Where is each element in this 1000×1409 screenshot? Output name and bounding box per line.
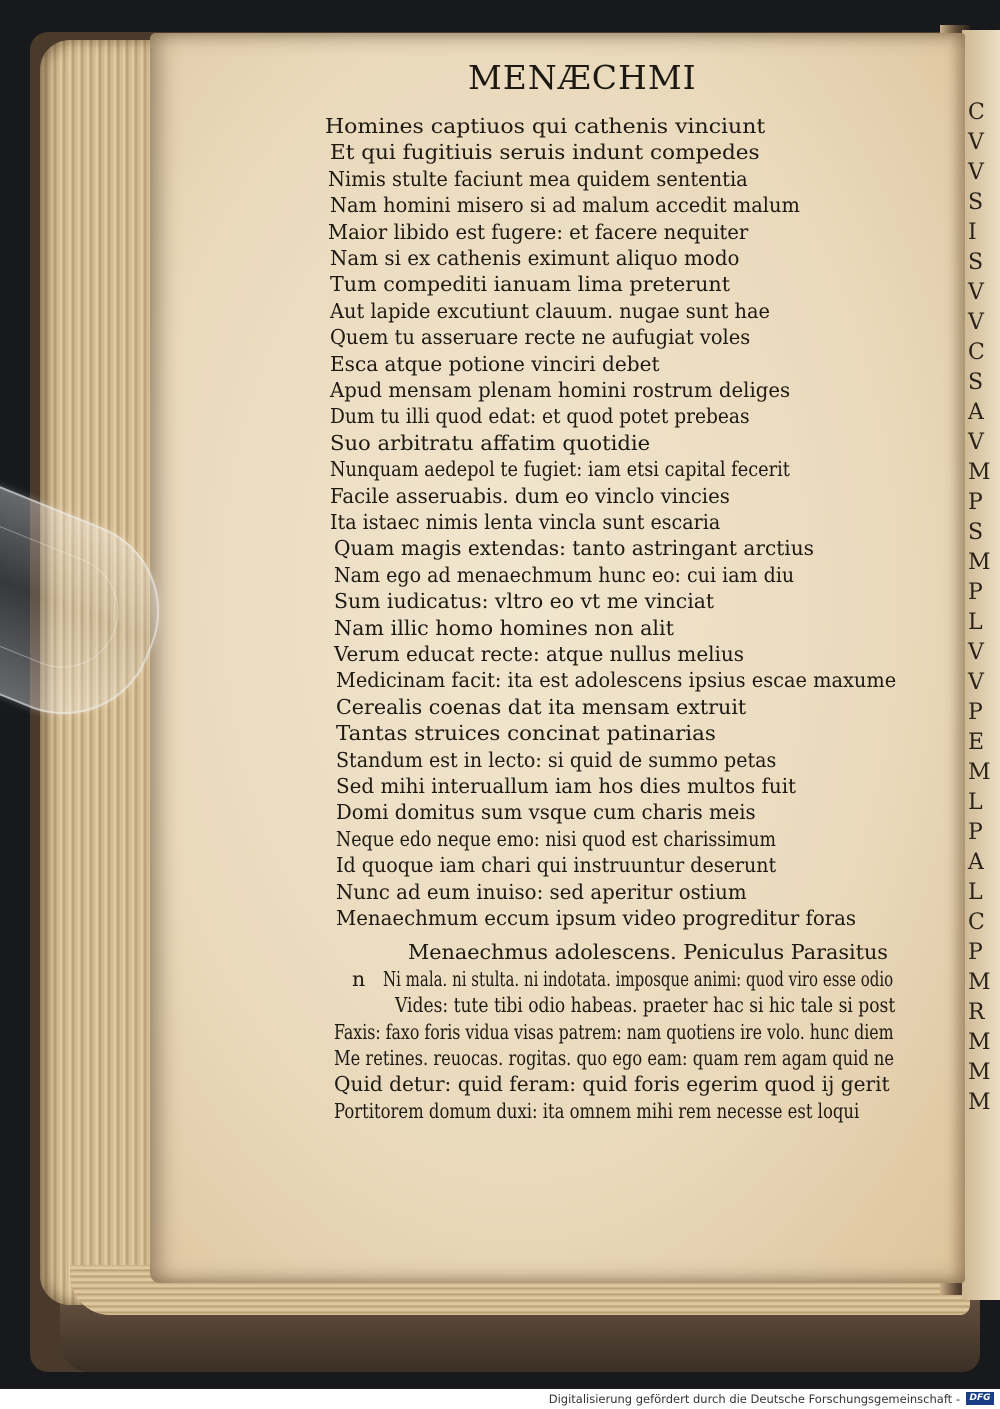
verse-line: Tum compediti ianuam lima preterunt	[330, 272, 731, 297]
verse-line: Nam illic homo homines non alit	[334, 615, 674, 640]
right-page-letter: P	[968, 820, 983, 845]
right-page-letter: M	[968, 760, 991, 785]
verse-line: Medicinam facit: ita est adolescens ipsius escae maxume	[336, 668, 897, 693]
verse-line: Domi domitus sum vsque cum charis meis	[336, 800, 756, 825]
verse-line: Nunquam aedepol te fugiet: iam etsi capital fecerit	[330, 457, 790, 482]
right-page-letter: S	[968, 520, 984, 545]
right-page-letter: E	[968, 730, 985, 755]
right-page-letter: S	[968, 250, 984, 275]
right-page-letter: S	[968, 190, 984, 215]
right-page-letter: L	[968, 790, 983, 815]
right-page-letter: M	[968, 1090, 991, 1115]
right-page-letter: M	[968, 460, 991, 485]
verse-line: Suo arbitratu affatim quotidie	[330, 430, 651, 455]
verse-line: Standum est in lecto: si quid de summo petas	[336, 747, 777, 772]
right-page-letter: C	[968, 100, 985, 125]
verse-line: Sum iudicatus: vltro eo vt me vinciat	[334, 589, 715, 614]
right-page-letter: S	[968, 370, 984, 395]
right-page-letter: V	[968, 640, 984, 665]
verse-line: Tantas struices concinat patinarias	[336, 721, 716, 746]
verse-line: Sed mihi interuallum iam hos dies multos fuit	[336, 774, 797, 798]
right-page-letter: L	[968, 610, 983, 635]
verse-line: Id quoque iam chari qui instruuntur deserunt	[336, 853, 777, 878]
right-page-letter: V	[968, 160, 984, 185]
verse-line: Nunc ad eum inuiso: sed aperitur ostium	[336, 879, 747, 904]
verse-line: Menaechmum eccum ipsum video progreditur foras	[336, 906, 857, 930]
verse-line: Ni mala. ni stulta. ni indotata. imposque animi: quod viro esse odio	[383, 966, 894, 991]
right-page-letter: V	[968, 430, 984, 455]
right-page-letter: C	[968, 910, 985, 935]
right-page-letter: L	[968, 880, 983, 905]
right-page-letter: C	[968, 340, 985, 365]
verse-line: Facile asseruabis. dum eo vinclo vincies	[330, 483, 730, 508]
right-page-letter: V	[968, 310, 984, 335]
page-header: MENÆCHMI	[468, 58, 697, 97]
verse-line: Neque edo neque emo: nisi quod est charissimum	[336, 826, 776, 851]
right-page-letter: V	[968, 130, 984, 155]
right-page-letter: P	[968, 490, 983, 515]
verse-line: Vides: tute tibi odio habeas. praeter hac si hic tale si post	[395, 993, 896, 1018]
right-page-letter: V	[968, 280, 984, 305]
right-page-letter: P	[968, 580, 983, 605]
verse-line: Nimis stulte faciunt mea quidem sententia	[328, 166, 748, 191]
right-page-letter: R	[968, 1000, 985, 1025]
verse-line: Homines captiuos qui cathenis vinciunt	[325, 114, 766, 138]
right-page-letter: M	[968, 1030, 991, 1055]
verse-line: Et qui fugitiuis seruis indunt compedes	[330, 140, 760, 165]
verse-line: Apud mensam plenam homini rostrum deliges	[330, 378, 791, 402]
right-page-letter: M	[968, 970, 991, 995]
verse-line: Dum tu illi quod edat: et quod potet prebeas	[330, 404, 750, 429]
dfg-logo[interactable]: DFG	[966, 1392, 994, 1405]
right-page-letter: M	[968, 550, 991, 575]
right-page-letter: M	[968, 1060, 991, 1085]
verse-line: Esca atque potione vinciri debet	[330, 351, 660, 376]
right-page-letter: P	[968, 940, 983, 965]
speaker-initial: n	[352, 966, 366, 991]
footer-bar	[0, 1389, 1000, 1409]
right-page-letter: A	[968, 850, 984, 875]
verse-line: Ita istaec nimis lenta vincla sunt escaria	[330, 510, 721, 534]
verse-line: Nam si ex cathenis eximunt aliquo modo	[330, 246, 740, 270]
verse-line: Quam magis extendas: tanto astringant arctius	[334, 536, 814, 561]
verse-line: Faxis: faxo foris vidua visas patrem: nam quotiens ire volo. hunc diem	[334, 1019, 894, 1044]
verse-line: Maior libido est fugere: et facere nequiter	[328, 219, 749, 244]
verse-line: Quid detur: quid feram: quid foris egerim quod ij gerit	[334, 1072, 890, 1097]
verse-line: Quem tu asseruare recte ne aufugiat voles	[330, 325, 751, 350]
verse-line: Aut lapide excutiunt clauum. nugae sunt hae	[330, 298, 771, 323]
verse-line: Verum educat recte: atque nullus melius	[334, 642, 744, 666]
right-page-letter: V	[968, 670, 984, 695]
right-page-letter: P	[968, 700, 983, 725]
verse-line: Me retines. reuocas. rogitas. quo ego eam: quam rem agam quid ne	[334, 1046, 894, 1070]
verse-line: Cerealis coenas dat ita mensam extruit	[336, 694, 747, 719]
funding-credit: Digitalisierung gefördert durch die Deutsche Forschungsgemeinschaft -	[548, 1392, 960, 1406]
verse-line: Menaechmus adolescens. Peniculus Parasitus	[408, 940, 888, 965]
right-page-letter: I	[968, 220, 977, 245]
right-page-letter: A	[968, 400, 984, 425]
verse-line: Portitorem domum duxi: ita omnem mihi rem necesse est loqui	[334, 1098, 860, 1123]
verse-line: Nam ego ad menaechmum hunc eo: cui iam diu	[334, 562, 795, 587]
verse-line: Nam homini misero si ad malum accedit malum	[330, 193, 800, 218]
